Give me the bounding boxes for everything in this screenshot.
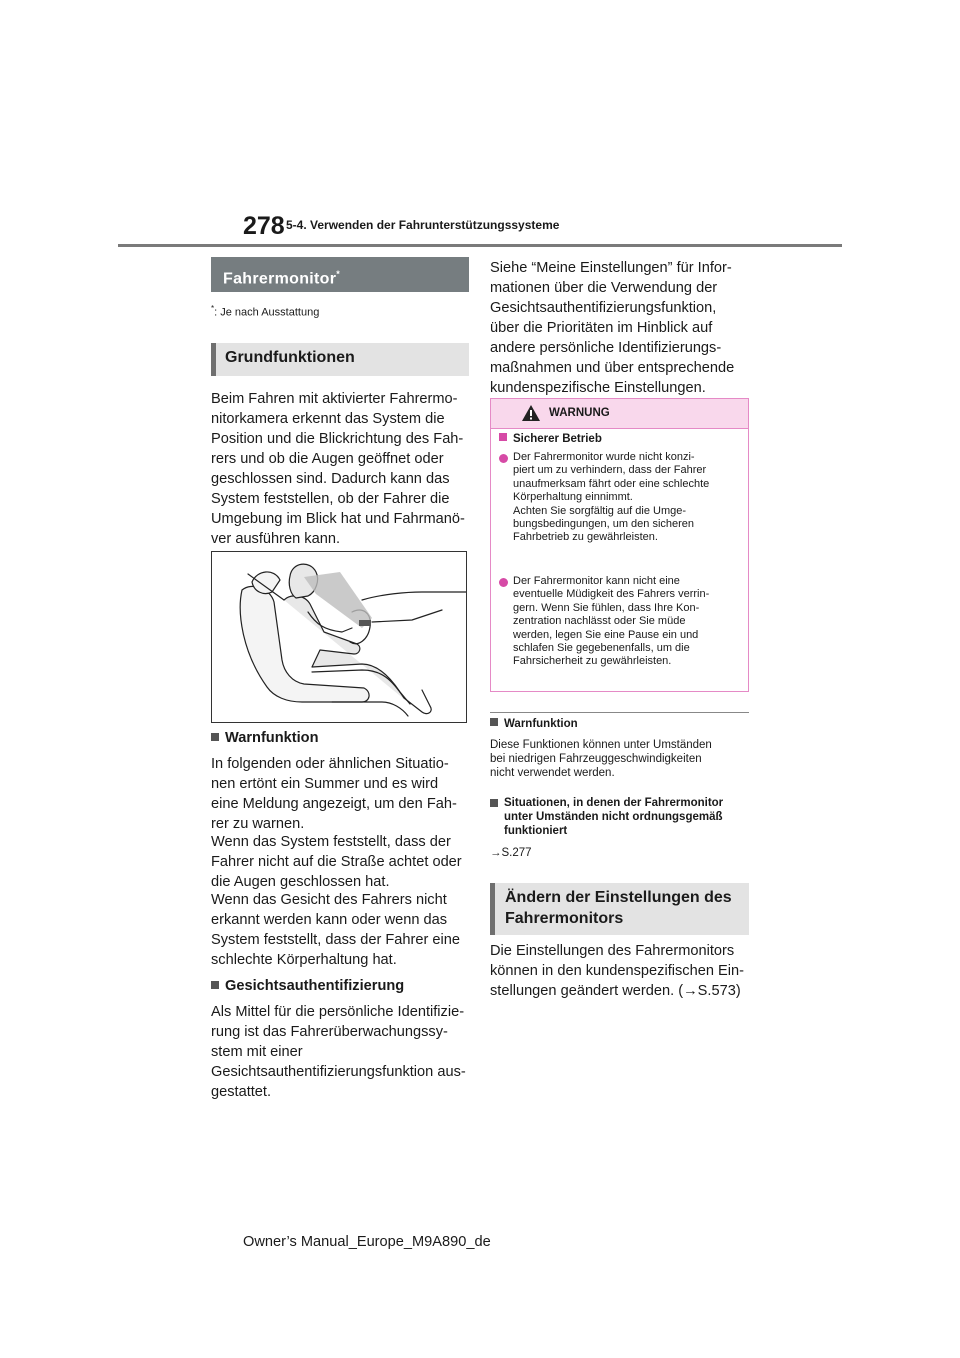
square-bullet-icon — [499, 433, 507, 441]
round-bullet-icon — [499, 578, 508, 587]
text-line: schlafen Sie gegebenenfalls, um die — [513, 642, 690, 655]
face-auth-paragraph — [211, 1002, 473, 1102]
warning-subheading — [499, 433, 602, 445]
warning-label: WARNUNG — [549, 407, 610, 419]
section-title: 5-4. Verwenden der Fahrunterstützungssysteme — [286, 218, 560, 232]
title-footnote-marker: * — [336, 269, 341, 279]
text-line: Der Fahrermonitor wurde nicht konzi- — [513, 451, 695, 463]
text-line: Der Fahrermonitor kann nicht eine — [513, 575, 680, 587]
text-line: Gesichtsauthentifizierungsfunktion, — [490, 300, 717, 316]
warning-item-2 — [499, 575, 739, 669]
text-line: Als Mittel für die persönliche Identifizie- — [211, 1004, 465, 1020]
warning-box — [490, 398, 749, 692]
warning-subheading-text: Sicherer Betrieb — [513, 433, 602, 445]
page-reference[interactable]: →S.277 — [490, 847, 532, 859]
text-line: nitorkamera erkennt das System die — [211, 411, 445, 427]
face-auth-heading — [211, 978, 404, 994]
warnfunktion-heading-text: Warnfunktion — [225, 730, 319, 746]
text-line: Fahrer nicht auf die Straße achtet oder — [211, 854, 462, 870]
text-line: über die Prioritäten im Hinblick auf — [490, 320, 713, 336]
text-line: funktioniert — [504, 825, 568, 837]
face-auth-heading-text: Gesichtsauthentifizierung — [225, 978, 405, 994]
note-situations-heading — [490, 796, 752, 838]
text-line: Situationen, in denen der Fahrermonitor — [504, 797, 724, 809]
text-line: geschlossen sind. Dadurch kann das — [211, 471, 450, 487]
text-line: stellungen geändert werden. (→S.573) — [490, 983, 741, 999]
footnote-text: : Je nach Ausstattung — [214, 306, 320, 319]
driver-monitor-illustration — [211, 551, 467, 723]
text-line: kundenspezifische Einstellungen. — [490, 380, 706, 396]
text-line: Beim Fahren mit aktivierter Fahrermo- — [211, 391, 458, 407]
text-line: stem mit einer — [211, 1044, 303, 1060]
text-line: unter Umständen nicht ordnungsgemäß — [504, 811, 723, 823]
square-bullet-icon — [490, 718, 498, 726]
page-number: 278 — [243, 212, 285, 240]
change-settings-heading: Fahrermonitors — [505, 910, 624, 927]
text-line: Wenn das Gesicht des Fahrers nicht — [211, 892, 447, 908]
text-line: Umgebung im Blick hat und Fahrmanö- — [211, 511, 465, 527]
text-line: andere persönliche Identifizierungs- — [490, 340, 722, 356]
text-line: rung ist das Fahrerüberwachungssy- — [211, 1024, 448, 1040]
driver-seat-camera-icon — [212, 552, 466, 722]
warn-paragraph-2 — [211, 832, 473, 892]
text-line: eventuelle Müdigkeit des Fahrers verrin- — [513, 588, 710, 601]
footnote — [211, 304, 319, 319]
text-line: eine Meldung angezeigt, um den Fah- — [211, 796, 457, 812]
text-line: Gesichtsauthentifizierungsfunktion aus- — [211, 1064, 466, 1080]
warning-triangle-icon — [521, 404, 541, 422]
text-line: nen ertönt ein Summer und es wird — [211, 776, 439, 792]
text-line: gern. Wenn Sie fühlen, dass Ihre Kon- — [513, 601, 700, 614]
square-bullet-icon — [211, 981, 219, 989]
text-line: In folgenden oder ähnlichen Situatio- — [211, 756, 449, 772]
text-line: Position und die Blickrichtung des Fah- — [211, 431, 464, 447]
note-warnfunktion-heading — [490, 718, 578, 730]
text-line: rers und ob die Augen geöffnet oder — [211, 451, 444, 467]
square-bullet-icon — [211, 733, 219, 741]
change-settings-heading: Ändern der Einstellungen des — [505, 889, 732, 906]
warn-paragraph-1 — [211, 754, 473, 834]
note-warnfunktion-text — [490, 738, 752, 780]
text-line: die Augen geschlossen hat. — [211, 874, 390, 890]
text-line: zentration nachlässt oder Sie müde — [513, 615, 686, 628]
round-bullet-icon — [499, 454, 508, 463]
text-line: können in den kundenspezifischen Ein- — [490, 963, 744, 979]
text-line: Wenn das System feststellt, dass der — [211, 834, 451, 850]
grund-paragraph — [211, 389, 473, 549]
text-line: mationen über die Verwendung der — [490, 280, 718, 296]
warning-item-1 — [499, 451, 739, 545]
header-rule — [118, 244, 842, 247]
manual-id: Owner’s Manual_Europe_M9A890_de — [243, 1234, 491, 1250]
warning-header — [491, 399, 748, 429]
text-line: Diese Funktionen können unter Umständen — [490, 739, 712, 751]
text-line: System feststellen, ob der Fahrer die — [211, 491, 450, 507]
footnote-marker: * — [211, 304, 215, 313]
divider — [490, 712, 749, 713]
intro-paragraph — [490, 258, 752, 398]
text-line: Fahrbetrieb zu gewährleisten. — [513, 531, 658, 544]
warnfunktion-heading — [211, 730, 319, 746]
change-settings-heading-bar — [490, 883, 749, 935]
text-line: Fahrsicherheit zu gewährleisten. — [513, 655, 672, 668]
text-line: werden, legen Sie eine Pause ein und — [513, 628, 699, 641]
text-line: ver ausführen kann. — [211, 531, 340, 547]
text-line: Die Einstellungen des Fahrermonitors — [490, 943, 735, 959]
text-line: rer zu warnen. — [211, 816, 305, 832]
note-heading-text: Warnfunktion — [504, 718, 578, 730]
square-bullet-icon — [490, 799, 498, 807]
grundfunktionen-heading: Grundfunktionen — [225, 349, 355, 366]
text-line: Achten Sie sorgfältig auf die Umge- — [513, 504, 687, 517]
text-line: erkannt werden kann oder wenn das — [211, 912, 448, 928]
text-line: System feststellt, dass der Fahrer eine — [211, 932, 461, 948]
text-line: schlechte Körperhaltung hat. — [211, 952, 397, 968]
text-line: unaufmerksam fährt oder eine schlechte — [513, 477, 710, 490]
text-line: bei niedrigen Fahrzeuggeschwindigkeiten — [490, 753, 702, 765]
warn-paragraph-3 — [211, 890, 473, 970]
grundfunktionen-heading-bar — [211, 343, 469, 376]
text-line: piert um zu verhindern, dass der Fahrer — [513, 464, 707, 477]
text-line: bungsbedingungen, um den sicheren — [513, 518, 695, 531]
text-line: Körperhaltung einnimmt. — [513, 491, 633, 504]
text-line: maßnahmen und über entsprechende — [490, 360, 735, 376]
text-line: Siehe “Meine Einstellungen” für Infor- — [490, 260, 732, 276]
fahrermonitor-title-bar — [211, 257, 469, 292]
text-line: nicht verwendet werden. — [490, 767, 615, 779]
text-line: gestattet. — [211, 1084, 272, 1100]
fahrermonitor-title: Fahrermonitor — [223, 270, 337, 288]
change-settings-paragraph — [490, 941, 752, 1001]
